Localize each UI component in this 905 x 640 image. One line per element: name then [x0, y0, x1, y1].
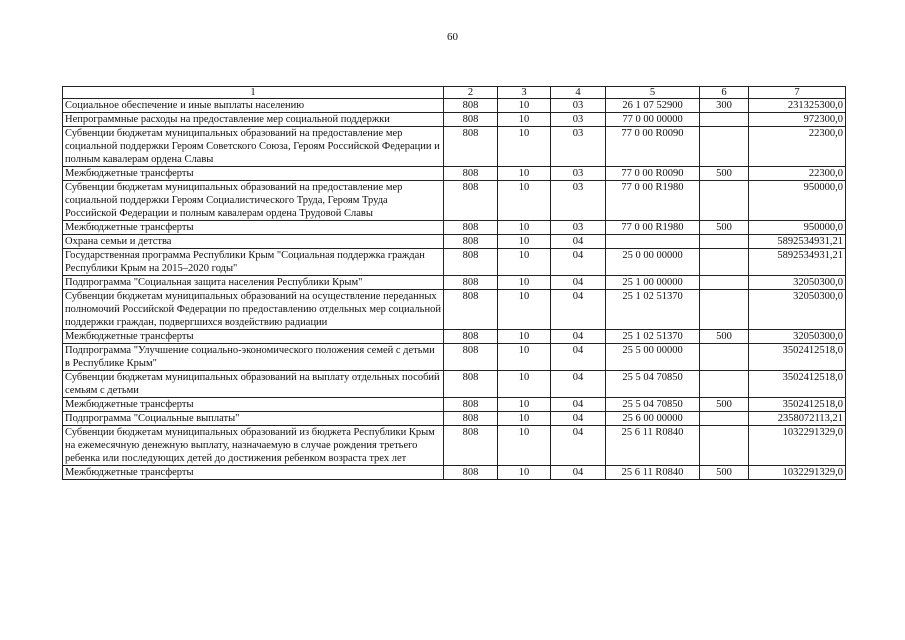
row-name-cell: Подпрограмма "Социальные выплаты"	[63, 412, 444, 426]
row-col5-cell: 25 5 00 00000	[606, 344, 700, 371]
table-row	[63, 290, 846, 330]
table-row	[63, 371, 846, 398]
row-col2-cell: 808	[444, 127, 498, 167]
row-col5-cell: 25 6 11 R0840	[606, 426, 700, 466]
row-amount-cell: 32050300,0	[749, 330, 846, 344]
header-cell: 6	[700, 87, 749, 99]
row-amount-cell: 972300,0	[749, 113, 846, 127]
table-row	[63, 330, 846, 344]
row-col2-cell: 808	[444, 344, 498, 371]
row-col4-cell: 03	[551, 167, 606, 181]
row-name-cell: Субвенции бюджетам муниципальных образований из бюджета Республики Крым на ежемесячную денежную выплату, назначаемую в случае рождения третьего ребенка или последующих детей до достижения ребенком возраста трех лет	[63, 426, 444, 466]
table-row	[63, 249, 846, 276]
row-col6-cell	[700, 426, 749, 466]
table-row	[63, 99, 846, 113]
header-cell: 7	[749, 87, 846, 99]
row-name-cell: Субвенции бюджетам муниципальных образований на предоставление мер социальной поддержки Героям Советского Союза, Героям Российской Федерации и полным кавалерам ордена Славы	[63, 127, 444, 167]
table-row	[63, 398, 846, 412]
row-col3-cell: 10	[498, 181, 551, 221]
row-col5-cell: 25 1 02 51370	[606, 290, 700, 330]
row-col4-cell: 03	[551, 181, 606, 221]
row-col2-cell: 808	[444, 167, 498, 181]
row-col5-cell: 77 0 00 R0090	[606, 127, 700, 167]
row-col2-cell: 808	[444, 276, 498, 290]
row-col4-cell: 03	[551, 99, 606, 113]
budget-table	[62, 86, 846, 480]
row-amount-cell: 3502412518,0	[749, 344, 846, 371]
row-amount-cell: 1032291329,0	[749, 466, 846, 480]
row-col4-cell: 04	[551, 371, 606, 398]
row-name-cell: Социальное обеспечение и иные выплаты населению	[63, 99, 444, 113]
row-col4-cell: 04	[551, 466, 606, 480]
row-amount-cell: 2358072113,21	[749, 412, 846, 426]
row-col2-cell: 808	[444, 330, 498, 344]
row-col2-cell: 808	[444, 290, 498, 330]
row-col6-cell	[700, 344, 749, 371]
row-col6-cell	[700, 290, 749, 330]
row-col5-cell: 25 1 00 00000	[606, 276, 700, 290]
row-col4-cell: 04	[551, 426, 606, 466]
row-name-cell: Межбюджетные трансферты	[63, 330, 444, 344]
row-col6-cell: 300	[700, 99, 749, 113]
row-col6-cell: 500	[700, 221, 749, 235]
row-col5-cell	[606, 235, 700, 249]
row-col2-cell: 808	[444, 235, 498, 249]
table-row	[63, 426, 846, 466]
row-col4-cell: 03	[551, 221, 606, 235]
row-col3-cell: 10	[498, 249, 551, 276]
row-col6-cell: 500	[700, 167, 749, 181]
row-amount-cell: 950000,0	[749, 181, 846, 221]
row-col4-cell: 04	[551, 290, 606, 330]
row-col5-cell: 77 0 00 00000	[606, 113, 700, 127]
row-col4-cell: 04	[551, 249, 606, 276]
row-col6-cell	[700, 181, 749, 221]
row-col6-cell	[700, 412, 749, 426]
row-col3-cell: 10	[498, 235, 551, 249]
row-col4-cell: 04	[551, 235, 606, 249]
row-col5-cell: 77 0 00 R1980	[606, 221, 700, 235]
table-row	[63, 181, 846, 221]
table-body	[63, 99, 846, 480]
row-name-cell: Субвенции бюджетам муниципальных образований на предоставление мер социальной поддержки Героям Социалистического Труда, Героям Труда Российской Федерации и полным кавалерам ордена Трудовой Славы	[63, 181, 444, 221]
row-col5-cell: 77 0 00 R1980	[606, 181, 700, 221]
row-name-cell: Непрограммные расходы на предоставление мер социальной поддержки	[63, 113, 444, 127]
row-col6-cell	[700, 249, 749, 276]
row-col3-cell: 10	[498, 398, 551, 412]
row-col2-cell: 808	[444, 113, 498, 127]
row-col3-cell: 10	[498, 221, 551, 235]
row-amount-cell: 22300,0	[749, 167, 846, 181]
row-name-cell: Межбюджетные трансферты	[63, 398, 444, 412]
row-col6-cell: 500	[700, 398, 749, 412]
row-col5-cell: 25 5 04 70850	[606, 371, 700, 398]
row-col2-cell: 808	[444, 426, 498, 466]
row-name-cell: Межбюджетные трансферты	[63, 167, 444, 181]
header-cell: 2	[444, 87, 498, 99]
row-name-cell: Межбюджетные трансферты	[63, 221, 444, 235]
table-row	[63, 113, 846, 127]
page-number: 60	[447, 31, 458, 43]
row-col3-cell: 10	[498, 371, 551, 398]
table-row	[63, 127, 846, 167]
row-col3-cell: 10	[498, 466, 551, 480]
row-col2-cell: 808	[444, 398, 498, 412]
row-col5-cell: 25 6 11 R0840	[606, 466, 700, 480]
row-col3-cell: 10	[498, 276, 551, 290]
table-header-row	[63, 87, 846, 99]
row-col3-cell: 10	[498, 99, 551, 113]
row-col5-cell: 25 6 00 00000	[606, 412, 700, 426]
row-col3-cell: 10	[498, 412, 551, 426]
header-cell: 4	[551, 87, 606, 99]
row-name-cell: Охрана семьи и детства	[63, 235, 444, 249]
row-col6-cell: 500	[700, 466, 749, 480]
row-col2-cell: 808	[444, 412, 498, 426]
header-cell: 5	[606, 87, 700, 99]
row-name-cell: Подпрограмма "Улучшение социально-экономического положения семей с детьми в Республике Крым"	[63, 344, 444, 371]
row-amount-cell: 32050300,0	[749, 276, 846, 290]
row-col2-cell: 808	[444, 99, 498, 113]
row-name-cell: Субвенции бюджетам муниципальных образований на выплату отдельных пособий семьям с детьми	[63, 371, 444, 398]
table-row	[63, 235, 846, 249]
row-col5-cell: 77 0 00 R0090	[606, 167, 700, 181]
row-col4-cell: 03	[551, 127, 606, 167]
row-col3-cell: 10	[498, 167, 551, 181]
row-col4-cell: 04	[551, 412, 606, 426]
row-col4-cell: 04	[551, 344, 606, 371]
row-col3-cell: 10	[498, 330, 551, 344]
row-col5-cell: 25 5 04 70850	[606, 398, 700, 412]
row-name-cell: Подпрограмма "Социальная защита населения Республики Крым"	[63, 276, 444, 290]
row-col4-cell: 04	[551, 398, 606, 412]
row-col3-cell: 10	[498, 113, 551, 127]
row-col4-cell: 04	[551, 276, 606, 290]
row-col3-cell: 10	[498, 290, 551, 330]
row-amount-cell: 32050300,0	[749, 290, 846, 330]
row-amount-cell: 5892534931,21	[749, 249, 846, 276]
table-row	[63, 221, 846, 235]
row-amount-cell: 3502412518,0	[749, 398, 846, 412]
row-amount-cell: 231325300,0	[749, 99, 846, 113]
row-col2-cell: 808	[444, 249, 498, 276]
header-cell: 3	[498, 87, 551, 99]
row-col6-cell	[700, 371, 749, 398]
row-amount-cell: 22300,0	[749, 127, 846, 167]
table-row	[63, 412, 846, 426]
row-col5-cell: 25 0 00 00000	[606, 249, 700, 276]
row-amount-cell: 950000,0	[749, 221, 846, 235]
row-name-cell: Межбюджетные трансферты	[63, 466, 444, 480]
row-col5-cell: 25 1 02 51370	[606, 330, 700, 344]
row-col2-cell: 808	[444, 371, 498, 398]
row-col3-cell: 10	[498, 344, 551, 371]
row-amount-cell: 1032291329,0	[749, 426, 846, 466]
table-row	[63, 344, 846, 371]
table-row	[63, 276, 846, 290]
row-col3-cell: 10	[498, 127, 551, 167]
row-col2-cell: 808	[444, 466, 498, 480]
row-amount-cell: 5892534931,21	[749, 235, 846, 249]
row-col4-cell: 03	[551, 113, 606, 127]
row-amount-cell: 3502412518,0	[749, 371, 846, 398]
row-col6-cell: 500	[700, 330, 749, 344]
row-col3-cell: 10	[498, 426, 551, 466]
table-row	[63, 167, 846, 181]
row-col2-cell: 808	[444, 181, 498, 221]
row-col6-cell	[700, 113, 749, 127]
table-row	[63, 466, 846, 480]
row-col6-cell	[700, 127, 749, 167]
row-name-cell: Государственная программа Республики Крым "Социальная поддержка граждан Республики Крым на 2015–2020 годы"	[63, 249, 444, 276]
row-col2-cell: 808	[444, 221, 498, 235]
row-name-cell: Субвенции бюджетам муниципальных образований на осуществление переданных полномочий Российской Федерации по предоставлению отдельных мер социальной поддержки граждан, подвергшихся воздействию радиации	[63, 290, 444, 330]
row-col5-cell: 26 1 07 52900	[606, 99, 700, 113]
header-cell: 1	[63, 87, 444, 99]
row-col6-cell	[700, 276, 749, 290]
row-col6-cell	[700, 235, 749, 249]
row-col4-cell: 04	[551, 330, 606, 344]
